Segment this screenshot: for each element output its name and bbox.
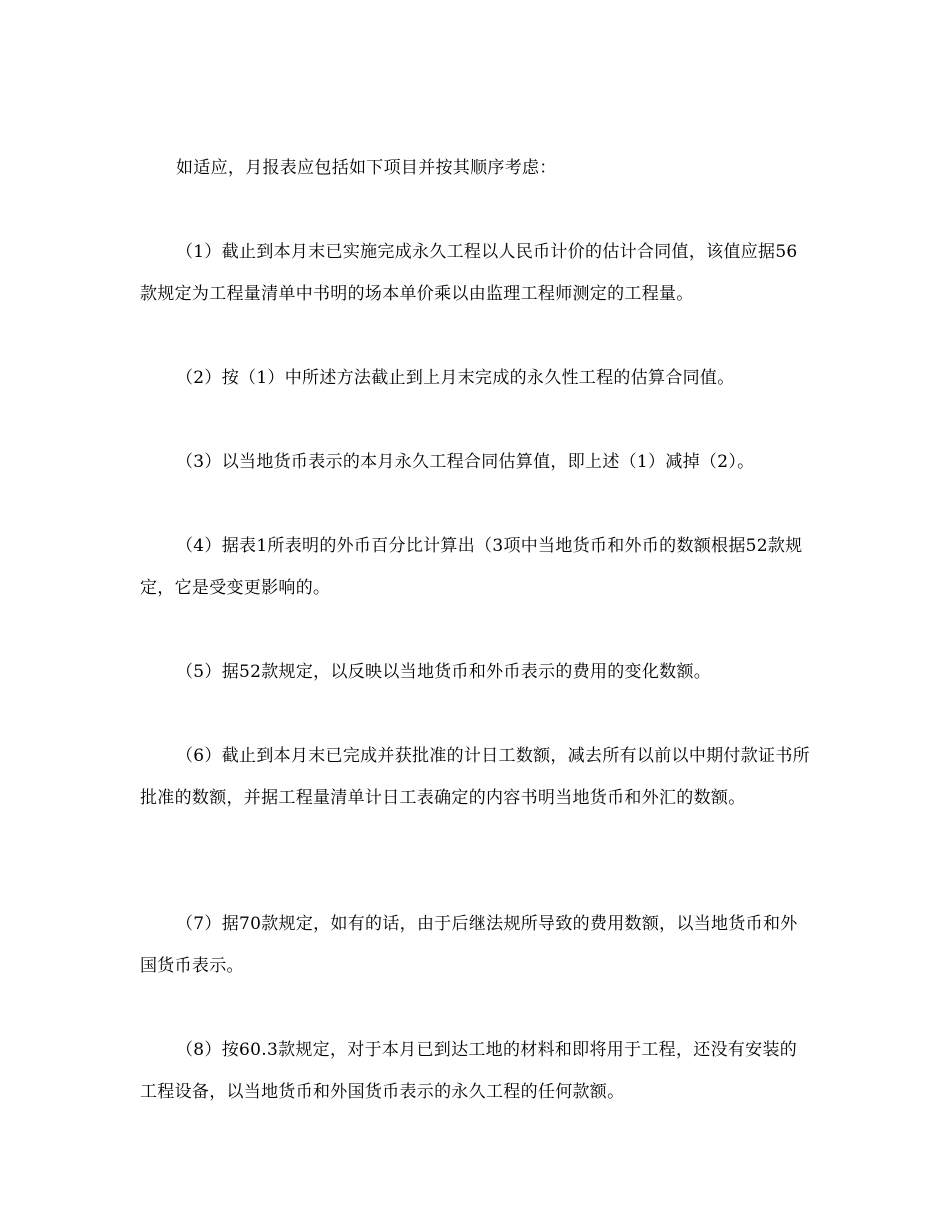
item-1-paragraph: （1）截止到本月末已实施完成永久工程以人民币计价的估计合同值，该值应据56款规定为工程量清单中书明的场本单价乘以由监理工程师测定的工程量。: [140, 242, 798, 304]
intro-paragraph: 如适应，月报表应包括如下项目并按其顺序考虑：: [176, 158, 557, 178]
item-2-paragraph: （2）按（1）中所述方法截止到上月末完成的永久性工程的估算合同值。: [176, 368, 735, 388]
item-4-paragraph: （4）据表1所表明的外币百分比计算出（3项中当地货币和外币的数额根据52款规定，它是受变更影响的。: [140, 536, 803, 598]
item-5-paragraph: （5）据52款规定，以反映以当地货币和外币表示的费用的变化数额。: [176, 662, 712, 682]
item-3-paragraph: （3）以当地货币表示的本月永久工程合同估算值，即上述（1）减掉（2）。: [176, 452, 755, 472]
item-6-paragraph: （6）截止到本月末已完成并获批准的计日工数额，减去所有以前以中期付款证书所批准的数额，并据工程量清单计日工表确定的内容书明当地货币和外汇的数额。: [140, 746, 810, 808]
item-8-paragraph: （8）按60.3款规定，对于本月已到达工地的材料和即将用于工程，还没有安装的工程设备，以当地货币和外国货币表示的永久工程的任何款额。: [140, 1040, 798, 1102]
item-7-paragraph: （7）据70款规定，如有的话，由于后继法规所导致的费用数额，以当地货币和外国货币表示。: [140, 914, 798, 976]
